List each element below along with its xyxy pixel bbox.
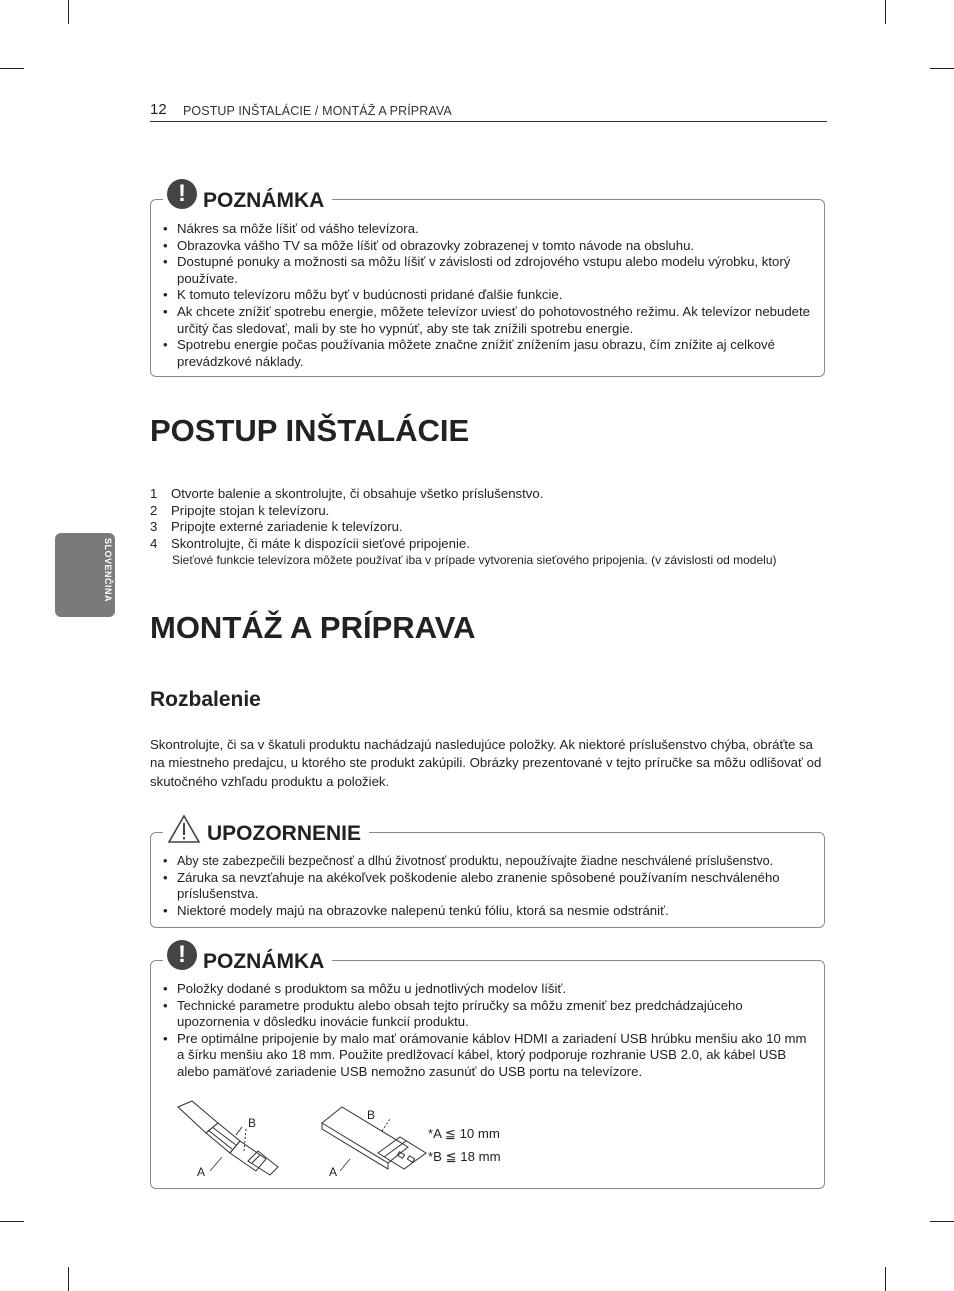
install-steps <box>150 486 830 568</box>
step-number: 4 <box>150 535 158 551</box>
subsection-title: Rozbalenie <box>150 688 261 711</box>
note-title: POZNÁMKA <box>203 950 325 973</box>
running-title: POSTUP INŠTALÁCIE / MONTÁŽ A PRÍPRAVA <box>183 104 452 118</box>
language-side-tab <box>55 533 115 617</box>
list-item: • Pre optimálne pripojenie by malo mať orámovanie káblov HDMI a zariadení USB hrúbku menšiu ako 10 mm a šírku menšiu ako 18 mm. Použite predlžovací kábel, ktorý podporuje rozhranie USB 2.0, ak kábel USB alebo pamäťové zariadenie USB nemožno zasunúť do USB portu na televízore. <box>163 1031 812 1081</box>
list-item: • Nákres sa môže líšiť od vášho televízora. <box>163 221 812 238</box>
label-b: B <box>248 1116 257 1130</box>
list-item: • Záruka sa nevzťahuje na akékoľvek poškodenie alebo zranenie spôsobené používaním neschváleného príslušenstva. <box>163 870 812 903</box>
hdmi-connector-drawing <box>178 1101 278 1175</box>
step-text: Otvorte balenie a skontrolujte, či obsahuje všetko príslušenstvo. <box>171 486 544 501</box>
caution-header <box>163 808 369 848</box>
crop-mark <box>0 1221 24 1222</box>
list-item: • Aby ste zabezpečili bezpečnosť a dlhú životnosť produktu, nepoužívajte žiadne neschválené príslušenstvo. <box>163 853 812 870</box>
step-item <box>150 503 830 520</box>
note-title: POZNÁMKA <box>203 189 325 212</box>
crop-mark <box>930 68 954 69</box>
list-item: • Obrazovka vášho TV sa môže líšiť od obrazovky zobrazenej v tomto návode na obsluhu. <box>163 238 812 255</box>
section-title: POSTUP INŠTALÁCIE <box>150 413 470 448</box>
step-item <box>150 486 830 503</box>
label-a: A <box>197 1165 206 1179</box>
exclamation-icon: ! <box>167 179 197 209</box>
caution-title: UPOZORNENIE <box>207 822 362 845</box>
note-list <box>163 221 812 370</box>
step-number: 2 <box>150 502 158 518</box>
list-item: • Ak chcete znížiť spotrebu energie, môžete televízor uviesť do pohotovostného režimu. Ak televízor nebudete určitý čas sledovať, mali by ste ho vypnúť, aby ste tak znížili spotrebu energie. <box>163 304 812 337</box>
crop-mark <box>930 1221 954 1222</box>
language-label: SLOVENČINA <box>103 538 113 603</box>
exclamation-icon: ! <box>167 940 197 970</box>
list-item: • Technické parametre produktu alebo obsah tejto príručky sa môžu zmeniť bez predchádzajúceho upozornenia v dôsledku inovácie funkcií produktu. <box>163 998 812 1031</box>
note-box <box>150 180 825 377</box>
step-text: Skontrolujte, či máte k dispozícii sieťové pripojenie. <box>171 535 470 551</box>
dimension-a: *A ≦ 10 mm <box>428 1126 500 1141</box>
step-number: 3 <box>150 519 158 535</box>
list-item: • Dostupné ponuky a možnosti sa môžu líšiť v závislosti od zdrojového vstupu alebo modelu výrobku, ktorý používate. <box>163 254 812 287</box>
step-text: Pripojte stojan k televízoru. <box>171 502 330 518</box>
step-item <box>150 519 830 536</box>
list-item: • K tomuto televízoru môžu byť v budúcnosti pridané ďalšie funkcie. <box>163 287 812 304</box>
crop-mark <box>885 1267 886 1291</box>
label-a: A <box>329 1165 338 1179</box>
crop-mark <box>68 0 69 24</box>
page-number: 12 <box>150 101 167 118</box>
caution-box <box>150 822 825 928</box>
warning-triangle-icon <box>167 814 201 844</box>
step-number: 1 <box>150 486 158 501</box>
list-item: • Niektoré modely majú na obrazovke nalepenú tenkú fóliu, ktorá sa nesmie odstrániť. <box>163 903 812 920</box>
body-paragraph: Skontrolujte, či sa v škatuli produktu nachádzajú nasledujúce položky. Ak niektoré príslušenstvo chýba, obráťte sa na miestneho predajcu, u ktorého ste produkt zakúpili. Obrázky prezentované v tejto príručke sa môžu odlišovať od skutočného vzhľadu produktu a položiek. <box>150 737 822 789</box>
note-list <box>163 981 812 1081</box>
label-b: B <box>367 1108 376 1122</box>
list-item: • Spotrebu energie počas používania môžete značne znížiť znížením jasu obrazu, čím znížite aj celkové prevádzkové náklady. <box>163 337 812 370</box>
step-item <box>150 536 830 553</box>
crop-mark <box>885 0 886 24</box>
caution-list <box>163 853 812 919</box>
page-header <box>150 101 827 122</box>
step-text: Pripojte externé zariadenie k televízoru. <box>171 519 403 535</box>
crop-mark <box>0 68 24 69</box>
note-header <box>163 936 332 976</box>
list-item: • Položky dodané s produktom sa môžu u jednotlivých modelov líšiť. <box>163 981 812 998</box>
section-title: MONTÁŽ A PRÍPRAVA <box>150 610 476 645</box>
dimension-b: *B ≦ 18 mm <box>428 1149 501 1164</box>
crop-mark <box>68 1267 69 1291</box>
step-subnote: Sieťové funkcie televízora môžete používať iba v prípade vytvorenia sieťového pripojenia. (v závislosti od modelu) <box>172 553 777 568</box>
note-header <box>163 175 332 215</box>
